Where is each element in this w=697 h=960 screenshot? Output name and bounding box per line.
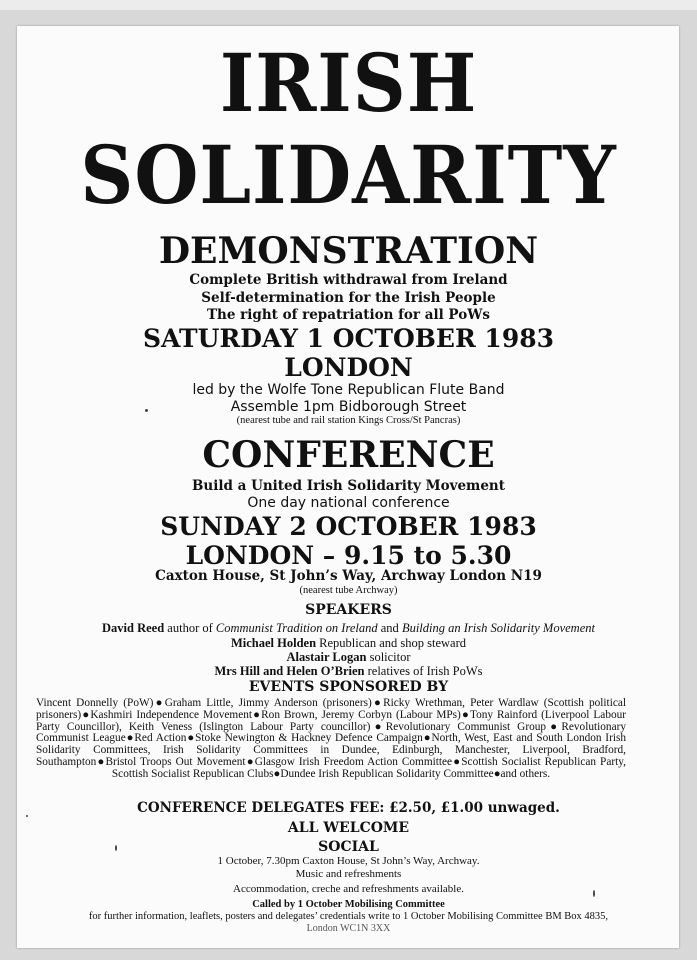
sponsor-item: Ron Brown, Jeremy Corbyn (Labour MPs) — [261, 708, 461, 721]
called-by: Called by 1 October Mobilising Committee — [252, 899, 445, 910]
demo-assemble: Assemble 1pm Bidborough Street — [230, 399, 467, 415]
bullet-icon: ● — [370, 720, 386, 733]
all-welcome: ALL WELCOME — [287, 820, 410, 836]
bullet-icon: ● — [546, 720, 562, 733]
sponsor-item: Kashmiri Independence Movement — [90, 708, 252, 721]
sponsor-item: Graham Little, Jimmy Anderson (prisoners) — [164, 697, 372, 709]
bullet-icon: ● — [273, 767, 281, 780]
bullet-icon: ● — [153, 697, 165, 709]
ink-speck — [26, 815, 28, 817]
speaker-name: Mrs Hill and Helen O’Brien — [214, 664, 365, 678]
ink-speck — [115, 845, 117, 851]
bullet-icon: ● — [422, 732, 432, 745]
bullet-icon: ● — [460, 708, 470, 721]
bullet-icon: ● — [452, 755, 462, 768]
sponsor-item: North, West, East and South London Irish Solidarity Committees, Irish Solidarity Committees in Dundee, Edinburgh, Manchester, Liverpool, Bradford, Southampton — [36, 732, 627, 768]
delegates-fee: CONFERENCE DELEGATES FEE: £2.50, £1.00 unwaged. — [137, 800, 560, 816]
speaker-line — [0, 622, 697, 635]
conference-heading: CONFERENCE — [202, 434, 495, 476]
demo-date: SATURDAY 1 OCTOBER 1983 — [142, 324, 555, 353]
sponsor-item: Ricky Wrethman, Peter Wardlaw (Scottish political prisoners) — [36, 697, 626, 721]
sponsor-item: Revolutionary Communist Group — [385, 720, 547, 733]
bullet-icon: ● — [186, 732, 196, 745]
sponsor-item: Revolutionary Communist League — [36, 720, 626, 745]
bullet-icon: ● — [252, 708, 262, 721]
demo-station: (nearest tube and rail station Kings Cross/St Pancras) — [236, 415, 461, 426]
social-heading: SOCIAL — [318, 839, 379, 855]
demonstration-heading: DEMONSTRATION — [158, 230, 539, 272]
bullet-icon: ● — [371, 697, 384, 709]
speaker-desc: Republican and shop steward — [316, 636, 467, 650]
sponsor-item: Glasgow Irish Freedom Action Committee — [254, 755, 453, 768]
speaker-name: Michael Holden — [230, 636, 317, 650]
speaker-name: David Reed — [102, 621, 165, 635]
speaker-desc: relatives of Irish PoWs — [364, 664, 483, 678]
social-details: 1 October, 7.30pm Caxton House, St John’s Way, Archway. — [217, 855, 480, 867]
conference-type: One day national conference — [247, 495, 450, 511]
accommodation-note: Accommodation, creche and refreshments available. — [233, 883, 464, 895]
ink-speck — [593, 890, 595, 897]
postal-address: London WC1N 3XX — [306, 923, 391, 934]
speaker-desc: author of — [164, 621, 216, 635]
further-info: for further information, leaflets, posters and delegates’ credentials write to 1 October Mobilising Committee BM Box 4835, — [88, 911, 609, 922]
sponsor-item: Vincent Donnelly (PoW) — [36, 697, 154, 709]
social-music: Music and refreshments — [295, 868, 402, 880]
speaker-line — [0, 637, 697, 650]
speaker-desc: solicitor — [366, 650, 411, 664]
sponsor-item: Red Action — [134, 732, 187, 745]
sponsor-item: Tony Rainford (Liverpool Labour Party Councillor), Keith Veness (Islington Labour Party councillor) — [36, 708, 627, 733]
speaker-line — [0, 665, 697, 678]
speakers-heading: SPEAKERS — [305, 602, 392, 618]
ink-speck — [145, 409, 148, 412]
demo-city: LONDON — [284, 353, 413, 382]
title-irish: IRISH — [219, 36, 478, 130]
bullet-icon: ● — [245, 755, 255, 768]
demo-aim: The right of repatriation for all PoWs — [207, 307, 490, 323]
conference-theme: Build a United Irish Solidarity Movement — [192, 478, 505, 494]
sponsors-list — [36, 698, 626, 781]
sponsor-item: Stoke Newington & Hackney Defence Campaign — [195, 732, 423, 745]
conference-date: SUNDAY 2 OCTOBER 1983 — [160, 512, 537, 541]
demo-aim: Self-determination for the Irish People — [201, 290, 496, 306]
title-solidarity: SOLIDARITY — [80, 128, 617, 222]
bullet-icon: ● — [493, 767, 501, 780]
top-bar — [0, 0, 697, 10]
demo-led-by: led by the Wolfe Tone Republican Flute Band — [192, 382, 505, 398]
events-heading: EVENTS SPONSORED BY — [248, 679, 449, 695]
speaker-name: Alastair Logan — [286, 650, 367, 664]
speaker-desc: and — [377, 621, 402, 635]
book-title: Building an Irish Solidarity Movement — [401, 621, 595, 635]
sponsor-item: Dundee Irish Republican Solidarity Committee — [280, 767, 494, 780]
conference-tube: (nearest tube Archway) — [299, 585, 398, 596]
sponsor-item: Scottish Socialist Republican Party, Scottish Socialist Republican Clubs — [111, 755, 626, 780]
bullet-icon: ● — [96, 755, 106, 768]
demo-aim: Complete British withdrawal from Ireland — [189, 272, 508, 288]
bullet-icon: ● — [81, 708, 91, 721]
sponsor-item: and others. — [500, 767, 551, 780]
book-title: Communist Tradition on Ireland — [215, 621, 378, 635]
conference-venue: Caxton House, St John’s Way, Archway London N19 — [155, 568, 542, 584]
sponsor-item: Bristol Troops Out Movement — [105, 755, 246, 768]
bullet-icon: ● — [125, 732, 135, 745]
speaker-line — [0, 651, 697, 664]
conference-time: LONDON – 9.15 to 5.30 — [185, 541, 512, 570]
